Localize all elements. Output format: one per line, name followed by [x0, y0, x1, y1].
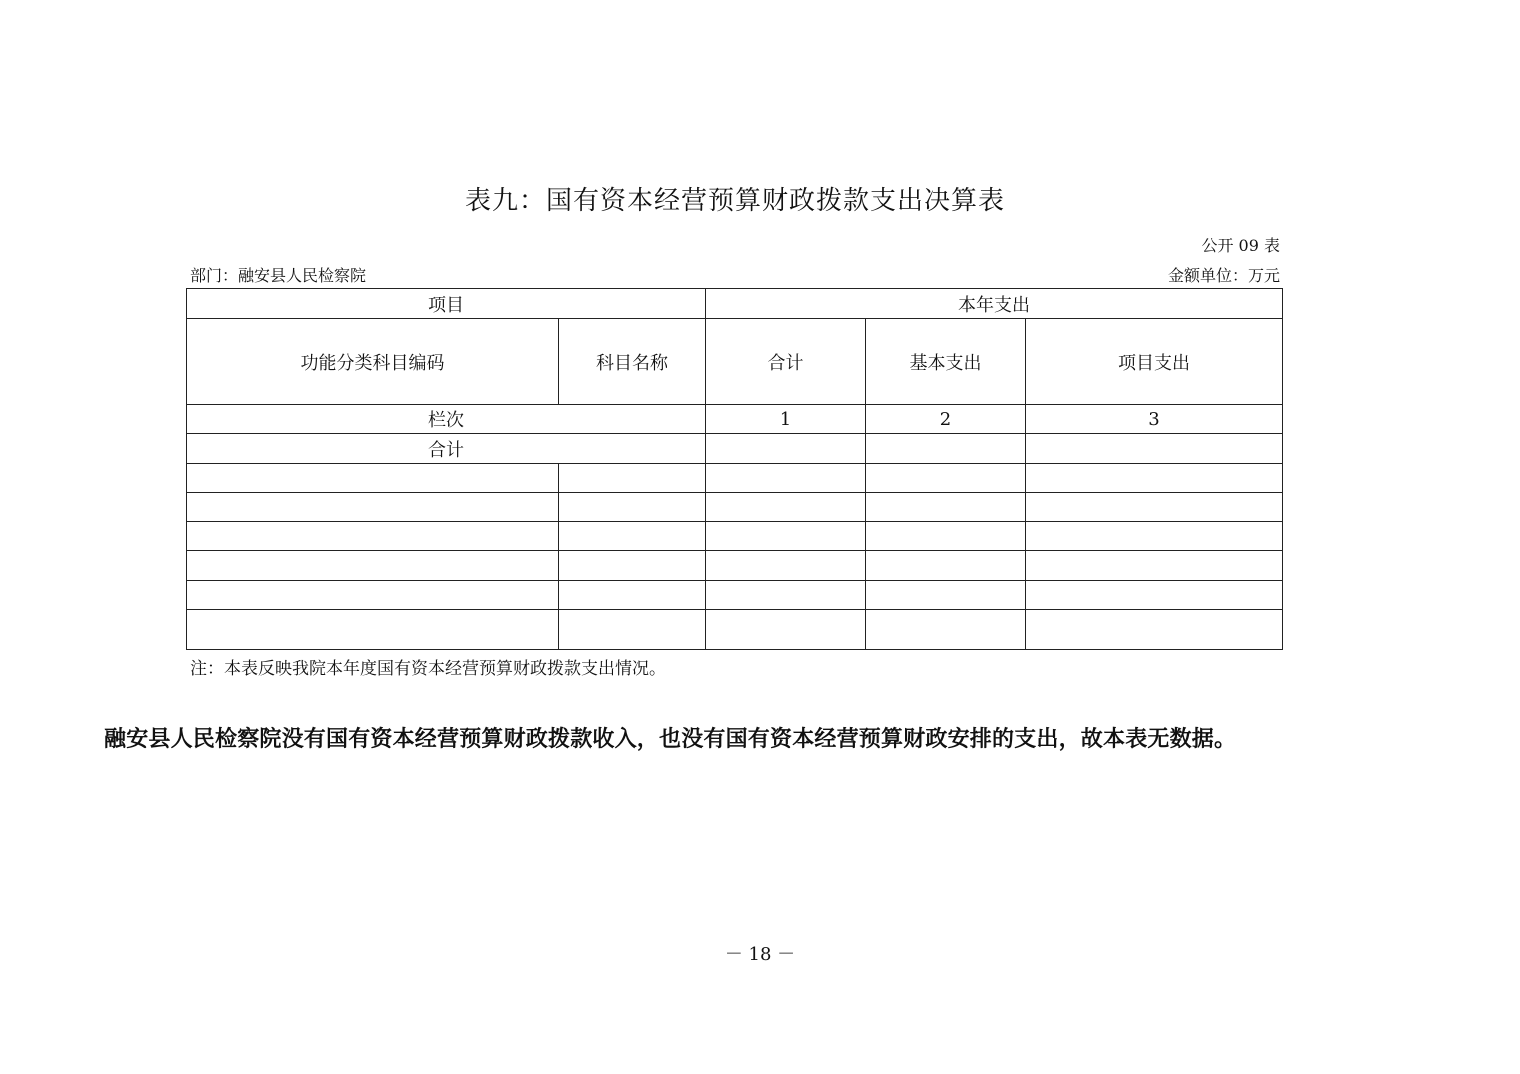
table-cell	[706, 551, 866, 581]
table-cell	[706, 610, 866, 650]
table-cell	[559, 581, 706, 610]
budget-table	[186, 288, 1283, 650]
table-cell	[187, 493, 559, 522]
table-cell	[187, 464, 559, 493]
total-row	[187, 434, 1283, 464]
header-year-expense: 本年支出	[706, 289, 1283, 319]
table-cell	[559, 522, 706, 551]
index-cell-1: 1	[706, 405, 866, 434]
table-cell	[706, 522, 866, 551]
index-row-label: 栏次	[187, 405, 706, 434]
page-number: － 18 －	[724, 944, 796, 965]
col-basic-header: 基本支出	[866, 319, 1026, 405]
header-item: 项目	[187, 289, 706, 319]
document-title: 表九：国有资本经营预算财政拨款支出决算表	[464, 186, 1005, 216]
index-row	[187, 405, 1283, 434]
table-cell	[866, 522, 1026, 551]
table-cell	[559, 610, 706, 650]
table-cell	[706, 493, 866, 522]
unit-label: 金额单位：万元	[1167, 266, 1280, 285]
table-cell	[866, 610, 1026, 650]
table-cell	[1026, 493, 1283, 522]
total-row-label: 合计	[187, 434, 706, 464]
table-row	[187, 581, 1283, 610]
total-cell	[706, 434, 866, 464]
table-row	[187, 464, 1283, 493]
table-cell	[706, 464, 866, 493]
header-row-1	[187, 289, 1283, 319]
table-cell	[866, 551, 1026, 581]
table-cell	[559, 551, 706, 581]
table-cell	[1026, 610, 1283, 650]
table-cell	[559, 464, 706, 493]
col-total-header: 合计	[706, 319, 866, 405]
index-cell-2: 2	[866, 405, 1026, 434]
table-cell	[1026, 522, 1283, 551]
table-cell	[1026, 464, 1283, 493]
col-project-header: 项目支出	[1026, 319, 1283, 405]
table-cell	[1026, 581, 1283, 610]
table-row	[187, 551, 1283, 581]
col-name-header: 科目名称	[559, 319, 706, 405]
table-cell	[187, 581, 559, 610]
total-cell	[1026, 434, 1283, 464]
table-cell	[559, 493, 706, 522]
department-label: 部门：融安县人民检察院	[190, 266, 367, 285]
table-cell	[706, 581, 866, 610]
table-cell	[187, 610, 559, 650]
col-code-header: 功能分类科目编码	[187, 319, 559, 405]
table-cell	[866, 493, 1026, 522]
form-code: 公开 09 表	[1201, 236, 1280, 255]
table-cell	[187, 522, 559, 551]
table-cell	[866, 581, 1026, 610]
table-cell	[187, 551, 559, 581]
no-data-statement: 融安县人民检察院没有国有资本经营预算财政拨款收入，也没有国有资本经营预算财政安排的支出，故本表无数据。	[104, 726, 1237, 752]
table-cell	[1026, 551, 1283, 581]
index-cell-3: 3	[1026, 405, 1283, 434]
table-row	[187, 493, 1283, 522]
total-cell	[866, 434, 1026, 464]
table-cell	[866, 464, 1026, 493]
header-row-2	[187, 319, 1283, 405]
table-row	[187, 610, 1283, 650]
table-note: 注：本表反映我院本年度国有资本经营预算财政拨款支出情况。	[190, 659, 666, 679]
table-row	[187, 522, 1283, 551]
